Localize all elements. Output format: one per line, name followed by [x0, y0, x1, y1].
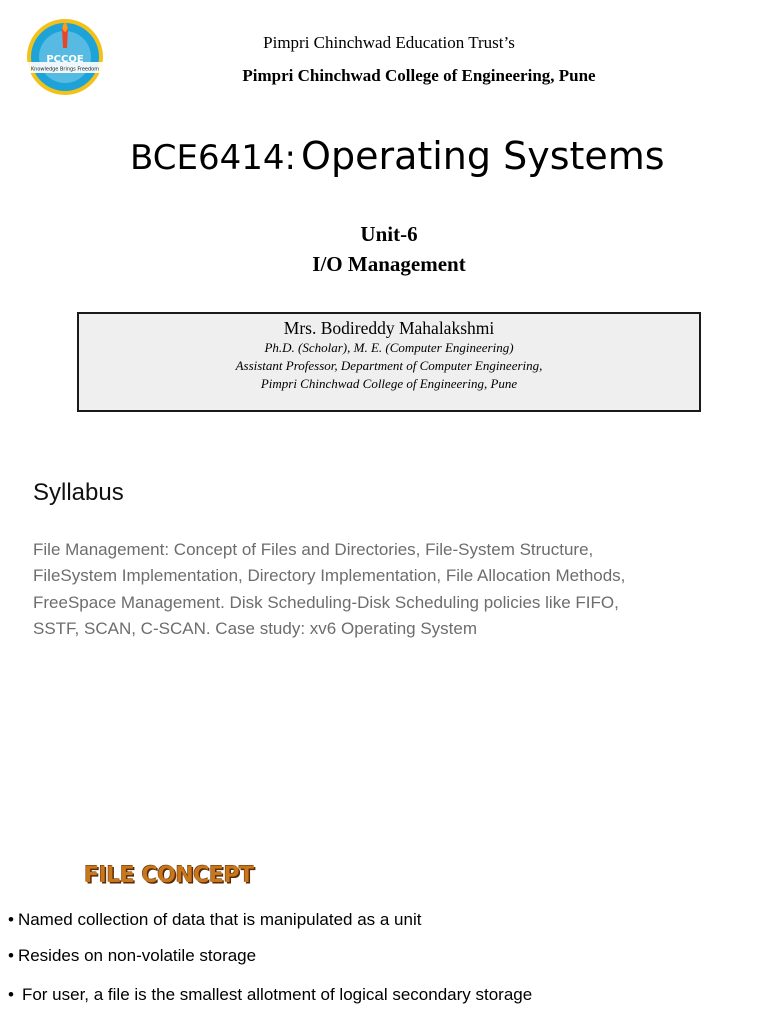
course-code: BCE6414: — [130, 138, 296, 178]
unit-number: Unit-6 — [360, 222, 418, 246]
syllabus-line: SSTF, SCAN, C-SCAN. Case study: xv6 Operating System — [33, 619, 478, 639]
logo-motto: Knowledge Brings Freedom — [30, 66, 100, 73]
author-institution: Pimpri Chinchwad College of Engineering, Pune — [260, 376, 518, 391]
trust-name: Pimpri Chinchwad Education Trust’s — [263, 33, 515, 52]
list-item — [8, 946, 256, 966]
bullet-text: Named collection of data that is manipulated as a unit — [17, 910, 422, 929]
bullet-text: For user, a file is the smallest allotment of logical secondary storage — [21, 985, 533, 1004]
list-item — [8, 910, 421, 930]
bullet-icon: • — [8, 946, 14, 965]
bullet-icon: • — [8, 985, 14, 1004]
course-name: Operating Systems — [301, 134, 665, 178]
unit-title: I/O Management — [312, 252, 466, 276]
course-title — [130, 134, 665, 178]
syllabus-line: File Management: Concept of Files and Directories, File-System Structure, — [33, 540, 594, 559]
bullet-icon: • — [8, 910, 14, 929]
logo-text: PCCOE — [46, 54, 84, 65]
bullet-text: Resides on non-volatile storage — [17, 946, 257, 965]
author-box — [77, 312, 701, 412]
syllabus-line: FreeSpace Management. Disk Scheduling-Disk Scheduling policies like FIFO, — [33, 592, 619, 612]
syllabus-line: FileSystem Implementation, Directory Implementation, File Allocation Methods, — [33, 566, 626, 586]
syllabus-heading: Syllabus — [33, 479, 124, 506]
college-name: Pimpri Chinchwad College of Engineering, Pune — [242, 66, 596, 85]
author-name: Mrs. Bodireddy Mahalakshmi — [283, 318, 495, 338]
list-item — [8, 985, 532, 1005]
author-designation: Assistant Professor, Department of Computer Engineering, — [235, 358, 543, 373]
syllabus-body — [33, 537, 723, 643]
author-qualification: Ph.D. (Scholar), M. E. (Computer Engineering) — [264, 340, 514, 355]
file-concept-heading: FILE CONCEPT — [84, 863, 254, 888]
